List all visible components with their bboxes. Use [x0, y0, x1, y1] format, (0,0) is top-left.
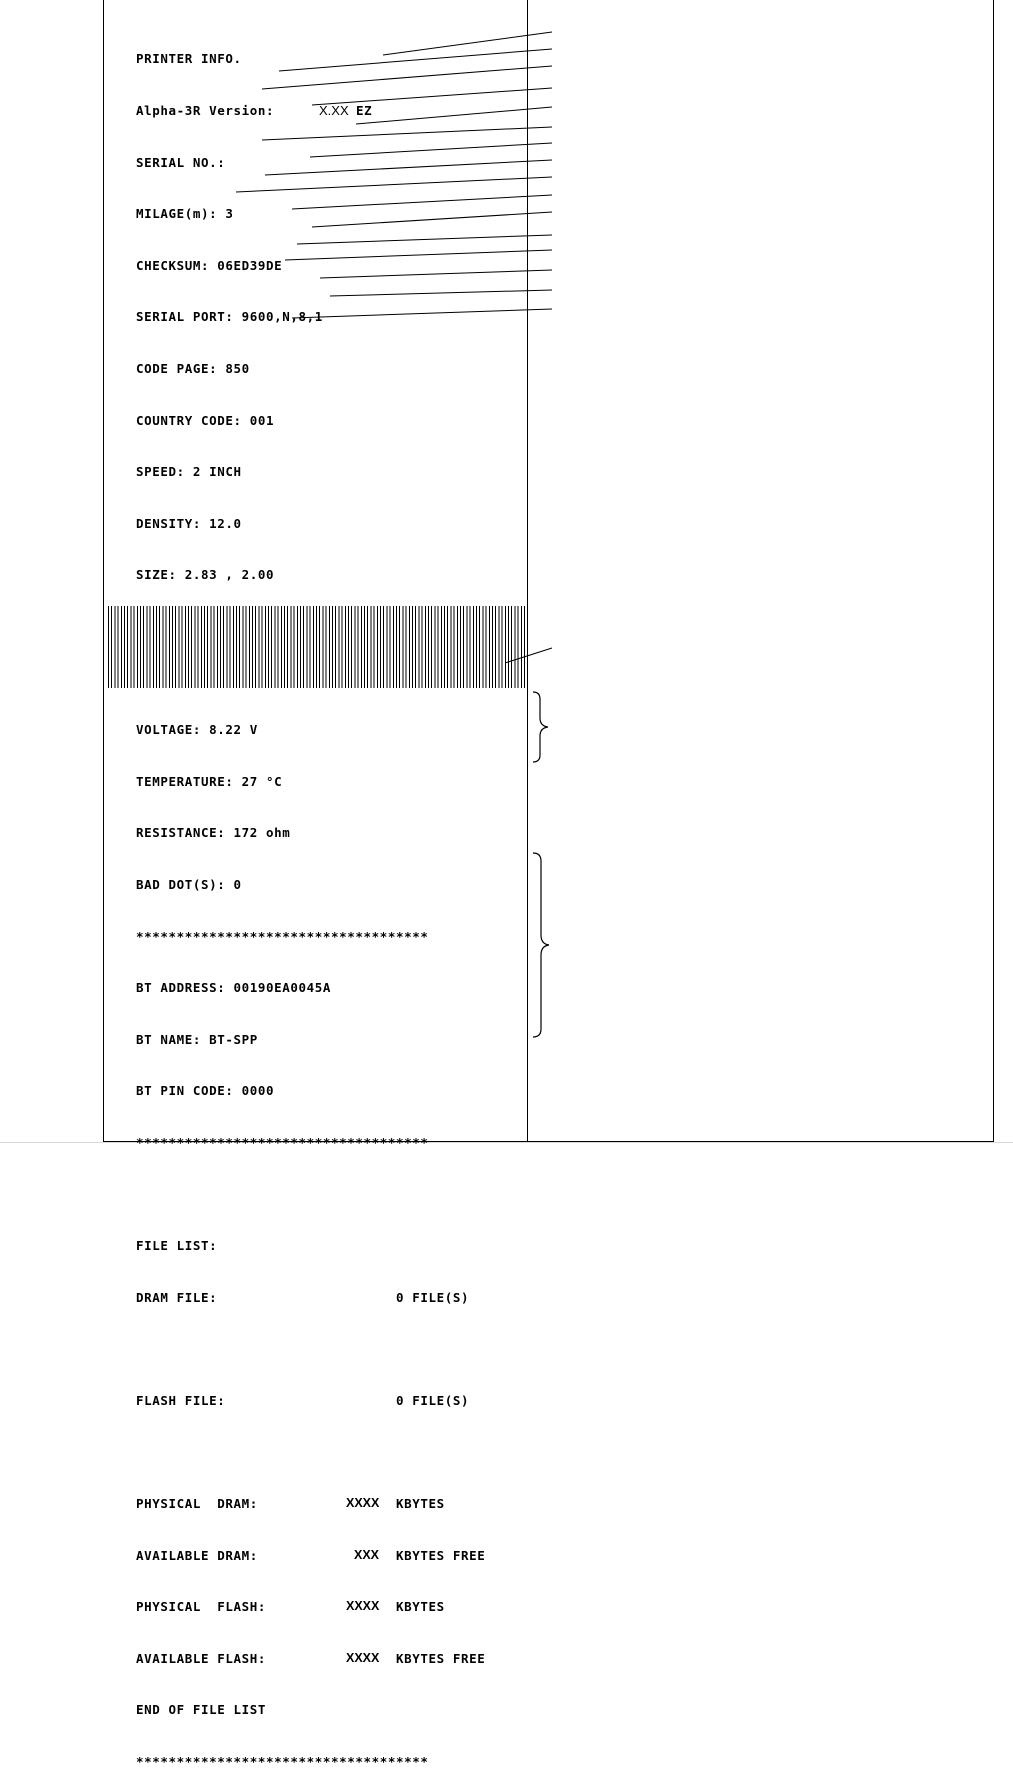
code-page-line: CODE PAGE: 850 [136, 360, 250, 376]
memory-unit: KBYTES [396, 1599, 445, 1615]
receipt-title: PRINTER INFO. [136, 51, 242, 67]
speed-line: SPEED: 2 INCH [136, 464, 242, 480]
memory-line [136, 1650, 516, 1667]
version-label: Alpha-3R Version: [136, 103, 275, 118]
end-of-file-list: END OF FILE LIST [136, 1702, 267, 1718]
memory-value: XXXX [346, 1599, 380, 1614]
density-line: DENSITY: 12.0 [136, 515, 242, 531]
milage-line: MILAGE(m): 3 [136, 206, 234, 222]
memory-label: PHYSICAL FLASH: [136, 1599, 267, 1615]
version-value: X.XX [319, 103, 349, 118]
serial-port-line: SERIAL PORT: 9600,N,8,1 [136, 309, 323, 325]
checksum-line: CHECKSUM: 06ED39DE [136, 257, 283, 273]
memory-unit: KBYTES FREE [396, 1547, 486, 1563]
flash-file-value: 0 FILE(S) [396, 1392, 470, 1408]
flash-file-label: FLASH FILE: [136, 1392, 226, 1408]
separator-stars: ************************************ [136, 1754, 429, 1769]
separator-stars: ************************************ [136, 928, 429, 944]
bt-name-line: BT NAME: BT-SPP [136, 1031, 258, 1047]
size-line: SIZE: 2.83 , 2.00 [136, 567, 275, 583]
memory-line [136, 1547, 516, 1564]
memory-label: AVAILABLE DRAM: [136, 1547, 258, 1563]
bad-dots-line: BAD DOT(S): 0 [136, 876, 242, 892]
serial-number-line: SERIAL NO.: [136, 154, 226, 170]
bracket-small [533, 692, 548, 762]
file-list-title: FILE LIST: [136, 1238, 218, 1254]
memory-label: AVAILABLE FLASH: [136, 1650, 267, 1666]
memory-line [136, 1598, 516, 1615]
bracket-large [533, 853, 549, 1037]
separator-stars: ************************************ [136, 1134, 429, 1150]
voltage-line: VOLTAGE: 8.22 V [136, 722, 258, 738]
memory-unit: KBYTES [396, 1496, 445, 1512]
dram-file-line [136, 1289, 516, 1306]
bt-pin-line: BT PIN CODE: 0000 [136, 1083, 275, 1099]
bt-address-line: BT ADDRESS: 00190EA0045A [136, 980, 332, 996]
memory-line [136, 1495, 516, 1512]
version-suffix: EZ [356, 103, 373, 118]
flash-file-line [136, 1392, 516, 1409]
memory-unit: KBYTES FREE [396, 1650, 486, 1666]
memory-value: XXXX [346, 1650, 380, 1665]
resistance-line: RESISTANCE: 172 ohm [136, 825, 291, 841]
temperature-line: TEMPERATURE: 27 °C [136, 773, 283, 789]
dram-file-label: DRAM FILE: [136, 1289, 218, 1305]
memory-label: PHYSICAL DRAM: [136, 1496, 258, 1512]
dram-file-value: 0 FILE(S) [396, 1289, 470, 1305]
country-code-line: COUNTRY CODE: 001 [136, 412, 275, 428]
memory-value: XXX [354, 1547, 380, 1562]
memory-value: XXXX [346, 1496, 380, 1511]
